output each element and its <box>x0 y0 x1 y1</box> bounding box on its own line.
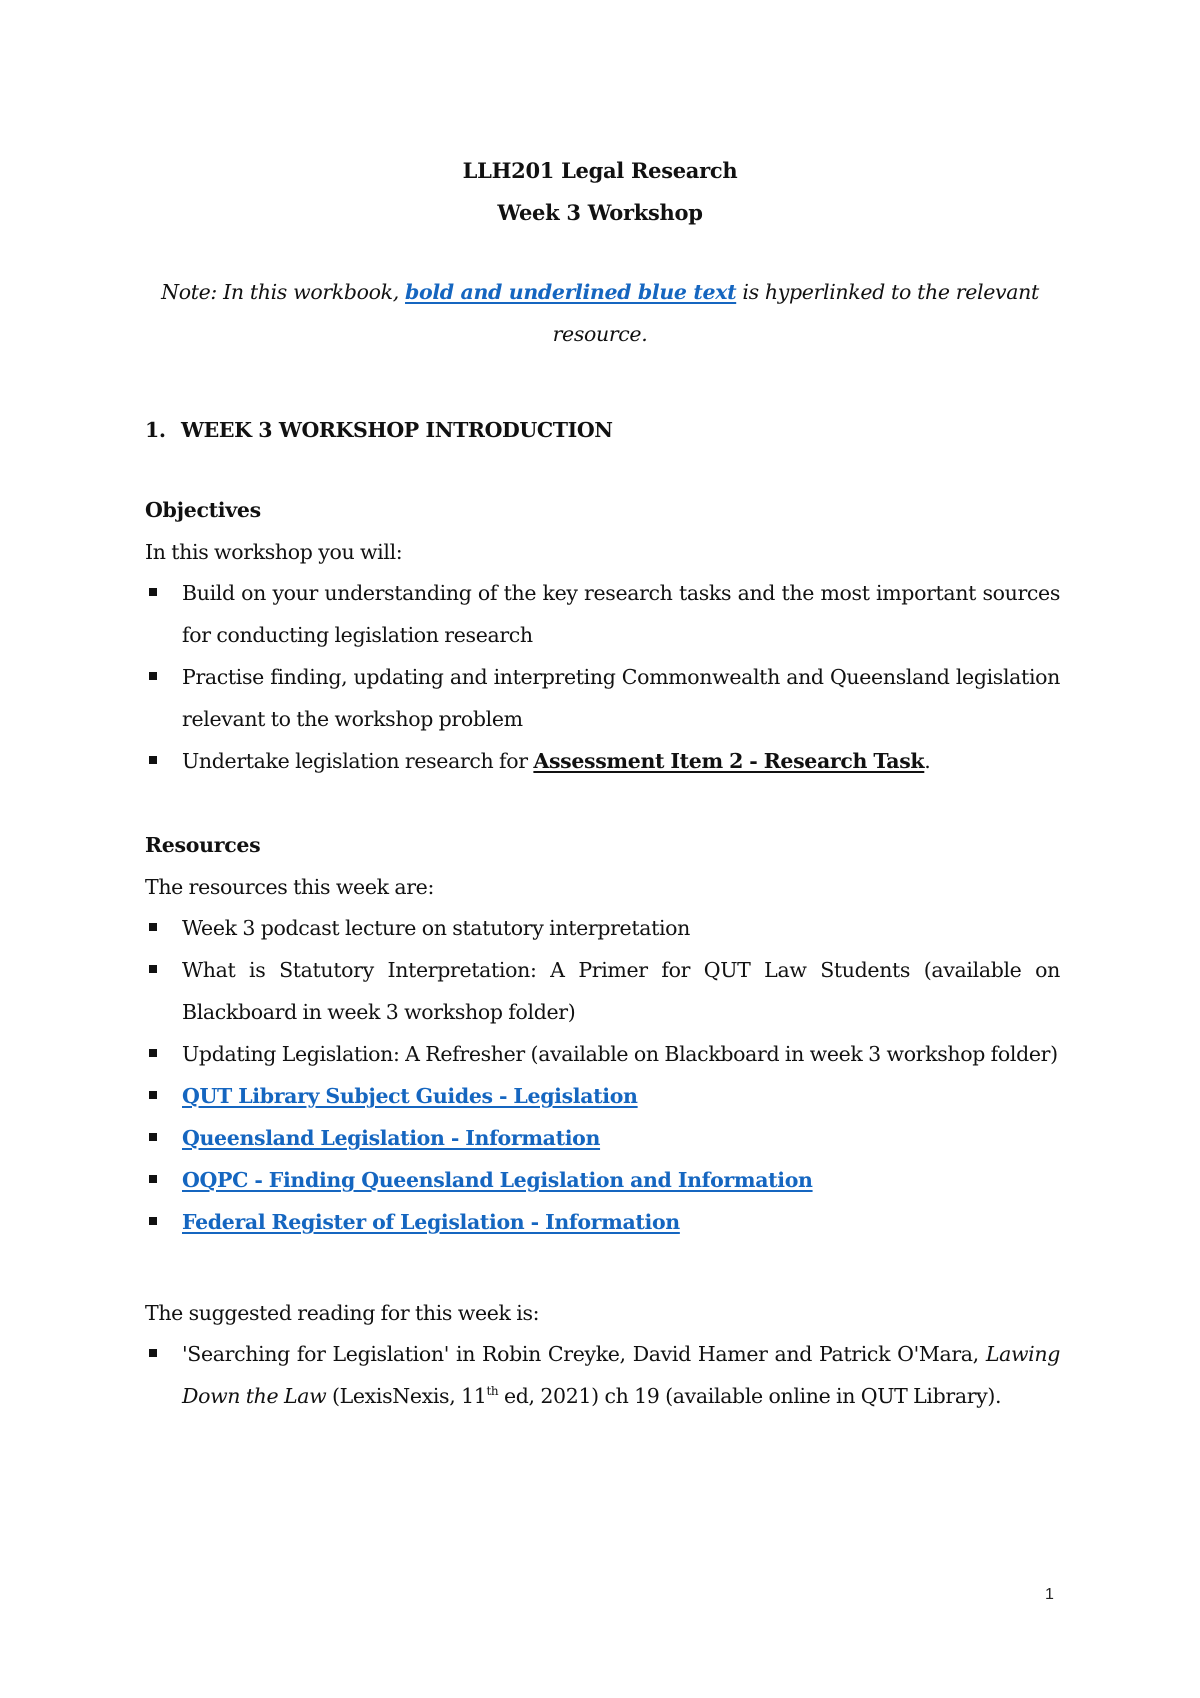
link-qut-library-legislation[interactable]: QUT Library Subject Guides - Legislation <box>182 1084 638 1108</box>
note-prefix: Note: In this workbook, <box>161 280 406 304</box>
bullet-square-icon <box>149 1133 157 1141</box>
reading-suffix: ed, 2021) ch 19 (available online in QUT Library). <box>498 1384 1002 1408</box>
resource-text: Week 3 podcast lecture on statutory interpretation <box>182 916 691 940</box>
list-item <box>145 1033 1060 1075</box>
bullet-square-icon <box>149 1175 157 1183</box>
bullet-square-icon <box>149 672 157 680</box>
resources-heading: Resources <box>145 833 261 857</box>
list-item <box>145 1201 1060 1243</box>
resource-text: Updating Legislation: A Refresher (available on Blackboard in week 3 workshop folder) <box>182 1042 1058 1066</box>
note-suffix: is hyperlinked to the relevant <box>736 280 1039 304</box>
list-item <box>145 740 1060 782</box>
resource-text: What is Statutory Interpretation: A Primer for QUT Law Students (available on Blackboard in week 3 workshop folder) <box>182 958 1060 1024</box>
link-oqpc[interactable]: OQPC - Finding Queensland Legislation and Information <box>182 1168 813 1192</box>
workshop-title: Week 3 Workshop <box>497 200 703 225</box>
objectives-list <box>145 572 1060 782</box>
objective-text: Undertake legislation research for <box>182 749 534 773</box>
edition-superscript: th <box>486 1384 499 1399</box>
reading-book-title: Lawing Down the Law <box>182 1342 1060 1408</box>
bullet-square-icon <box>149 923 157 931</box>
bullet-square-icon <box>149 1091 157 1099</box>
bullet-square-icon <box>149 965 157 973</box>
objectives-intro: In this workshop you will: <box>145 540 403 564</box>
note-line-2: resource. <box>552 322 648 346</box>
list-item <box>145 1117 1060 1159</box>
bullet-square-icon <box>149 1049 157 1057</box>
link-queensland-legislation[interactable]: Queensland Legislation - Information <box>182 1126 601 1150</box>
list-item <box>145 572 1060 656</box>
bullet-square-icon <box>149 588 157 596</box>
objective-text: Build on your understanding of the key research tasks and the most important sources for conducting legislation research <box>182 581 1060 647</box>
assessment-item-reference: Assessment Item 2 - Research Task <box>533 749 925 773</box>
note-line-1 <box>0 280 1200 304</box>
list-item <box>145 1333 1060 1417</box>
section-heading <box>145 418 613 442</box>
course-title: LLH201 Legal Research <box>462 158 738 183</box>
list-item <box>145 656 1060 740</box>
objectives-heading: Objectives <box>145 498 261 522</box>
reading-list <box>145 1333 1060 1417</box>
reading-text: 'Searching for Legislation' in Robin Creyke, David Hamer and Patrick O'Mara, <box>182 1342 986 1366</box>
link-federal-register[interactable]: Federal Register of Legislation - Information <box>182 1210 680 1234</box>
section-title: WEEK 3 WORKSHOP INTRODUCTION <box>181 418 613 442</box>
bullet-square-icon <box>149 756 157 764</box>
resources-list <box>145 907 1060 1243</box>
reading-edition: (LexisNexis, 11 <box>326 1384 487 1408</box>
list-item <box>145 1159 1060 1201</box>
objective-suffix: . <box>924 749 931 773</box>
bullet-square-icon <box>149 1349 157 1357</box>
resources-intro: The resources this week are: <box>145 875 435 899</box>
objective-text: Practise finding, updating and interpreting Commonwealth and Queensland legislation relevant to the workshop problem <box>182 665 1060 731</box>
bullet-square-icon <box>149 1217 157 1225</box>
list-item <box>145 1075 1060 1117</box>
list-item <box>145 907 1060 949</box>
page-number: 1 <box>1045 1586 1054 1603</box>
note-hyperlink-example[interactable]: bold and underlined blue text <box>405 280 737 304</box>
section-number: 1. <box>145 418 166 442</box>
reading-intro: The suggested reading for this week is: <box>145 1301 540 1325</box>
list-item <box>145 949 1060 1033</box>
